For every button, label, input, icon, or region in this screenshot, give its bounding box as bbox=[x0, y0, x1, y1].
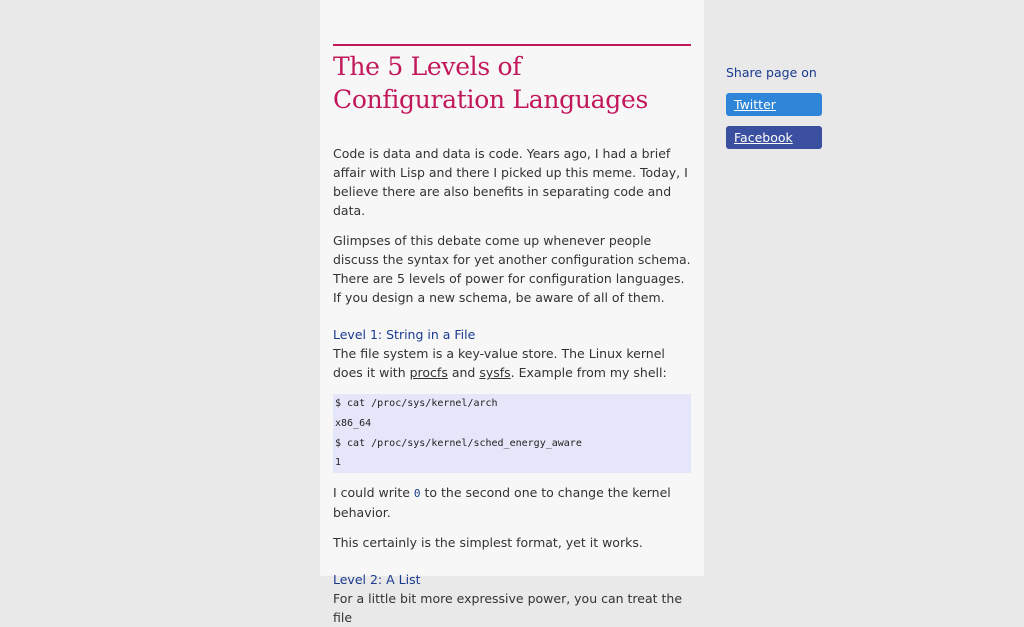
after-code-text-before: I could write bbox=[333, 485, 414, 500]
level2-heading: Level 2: A List bbox=[333, 572, 421, 587]
after-code-text-after: to the second one to change the kernel behavior. bbox=[333, 485, 671, 520]
code-line: 1 bbox=[335, 457, 342, 469]
level1-text-mid: and bbox=[447, 365, 480, 380]
level1-paragraph bbox=[333, 344, 691, 382]
code-line: x86_64 bbox=[335, 417, 372, 429]
intro-paragraph-1: Code is data and data is code. Years ago, I had a brief affair with Lisp and there I picked up this meme. Today, I believe there are also benefits in separating code and data. bbox=[333, 146, 688, 218]
procfs-link[interactable]: procfs bbox=[409, 365, 448, 380]
code-block bbox=[333, 394, 691, 473]
simple-format-paragraph: This certainly is the simplest format, yet it works. bbox=[333, 535, 643, 550]
content-column bbox=[320, 0, 704, 625]
code-line: $ cat /proc/sys/kernel/sched_energy_aware bbox=[335, 437, 582, 449]
code-line: $ cat /proc/sys/kernel/arch bbox=[335, 398, 498, 409]
page-title: The 5 Levels of Configuration Languages bbox=[333, 52, 648, 114]
level1-heading: Level 1: String in a File bbox=[333, 327, 476, 342]
inline-code: 0 bbox=[413, 487, 421, 500]
share-panel bbox=[726, 64, 822, 149]
intro-paragraph-2: Glimpses of this debate come up whenever people discuss the syntax for yet another configuration schema. There are 5 levels of power for configuration languages. If you design a new schema, be aware of all of them. bbox=[333, 233, 691, 305]
share-title: Share page on bbox=[726, 65, 817, 80]
sysfs-link[interactable]: sysfs bbox=[479, 365, 511, 380]
twitter-share-button[interactable]: Twitter bbox=[726, 93, 822, 116]
article bbox=[333, 44, 691, 627]
after-code-paragraph bbox=[333, 483, 691, 522]
level2-paragraph: For a little bit more expressive power, you can treat the file bbox=[333, 591, 683, 625]
level1-text-after: . Example from my shell: bbox=[510, 365, 667, 380]
level1-text-before: The file system is a key-value store. The Linux kernel does it with bbox=[333, 346, 665, 380]
facebook-share-button[interactable]: Facebook bbox=[726, 126, 822, 149]
title-divider bbox=[333, 44, 691, 46]
